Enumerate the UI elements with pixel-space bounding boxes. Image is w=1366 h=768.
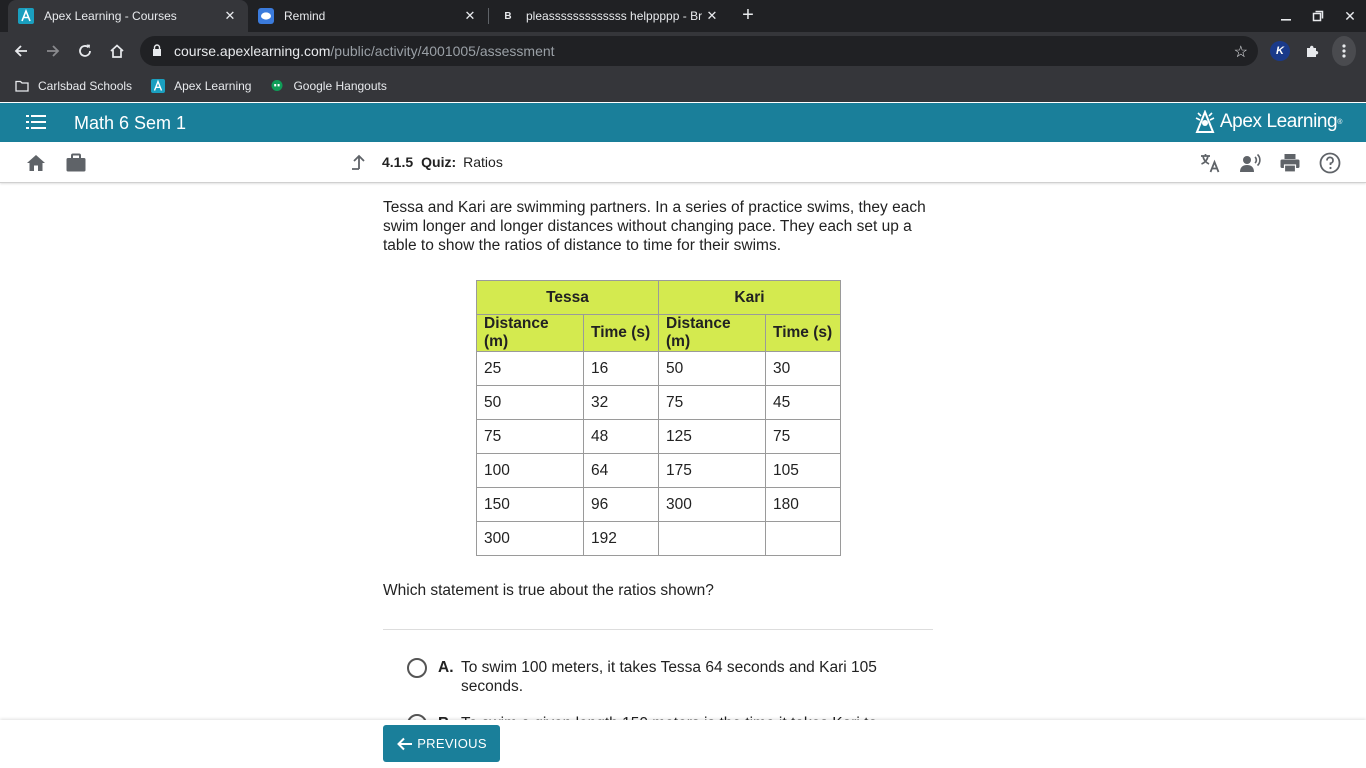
- table-cell: 300: [477, 522, 584, 556]
- table-cell: 64: [584, 454, 659, 488]
- bookmark-label: Carlsbad Schools: [38, 79, 133, 93]
- table-cell: 96: [584, 488, 659, 522]
- tab-title: Remind: [284, 9, 326, 23]
- restore-icon[interactable]: [1302, 0, 1334, 32]
- up-level-arrow-icon[interactable]: [350, 153, 368, 171]
- translate-icon[interactable]: [1199, 152, 1221, 174]
- activity-kind: Quiz:: [421, 154, 457, 170]
- extension-k-icon[interactable]: K: [1270, 41, 1290, 61]
- apex-learning-logo: [1194, 110, 1342, 134]
- column-header: Distance (m): [477, 315, 584, 352]
- minimize-icon[interactable]: [1270, 0, 1302, 32]
- menu-list-icon[interactable]: [26, 114, 46, 130]
- apex-logo-mark-icon: [1194, 110, 1216, 134]
- column-header: Time (s): [766, 315, 841, 352]
- activity-number: 4.1.5: [382, 154, 414, 170]
- help-icon[interactable]: [1319, 152, 1341, 174]
- table-cell: [659, 522, 766, 556]
- column-header: Distance (m): [659, 315, 766, 352]
- table-cell: 75: [766, 420, 841, 454]
- forward-arrow-icon[interactable]: [38, 36, 68, 66]
- remind-favicon-icon: [258, 8, 274, 24]
- table-column-header-row: [477, 315, 841, 352]
- table-row: [477, 352, 841, 386]
- breadcrumb: [350, 153, 503, 171]
- quiz-footer: [0, 720, 1366, 768]
- close-window-icon[interactable]: ✕: [1344, 7, 1356, 24]
- table-group-header-row: [477, 281, 841, 315]
- arrow-left-icon: [396, 736, 414, 752]
- table-cell: 50: [477, 386, 584, 420]
- table-cell: 16: [584, 352, 659, 386]
- table-row: [477, 488, 841, 522]
- tab-title: Apex Learning - Courses: [44, 9, 177, 23]
- apex-brand-text: Apex Learning: [1219, 111, 1338, 132]
- brand-registered-mark: ®: [1337, 118, 1342, 126]
- answer-choice-a[interactable]: [407, 658, 927, 696]
- table-cell: 150: [477, 488, 584, 522]
- table-cell: 180: [766, 488, 841, 522]
- new-tab-icon[interactable]: +: [742, 4, 754, 26]
- ratio-table: [476, 280, 841, 556]
- tab-separator: [488, 8, 489, 24]
- briefcase-icon[interactable]: [65, 152, 87, 174]
- address-bar[interactable]: [140, 36, 1258, 66]
- table-cell: 25: [477, 352, 584, 386]
- table-cell: [766, 522, 841, 556]
- table-cell: 32: [584, 386, 659, 420]
- bookmarks-bar: [0, 70, 1366, 102]
- question-area: [383, 198, 935, 695]
- back-arrow-icon[interactable]: [6, 36, 36, 66]
- table-cell: 300: [659, 488, 766, 522]
- table-cell: 45: [766, 386, 841, 420]
- extensions-puzzle-icon[interactable]: [1302, 41, 1322, 61]
- brainly-favicon-icon: B: [504, 10, 512, 22]
- previous-label: PREVIOUS: [417, 736, 487, 751]
- divider: [383, 629, 933, 630]
- tab-remind[interactable]: [248, 0, 488, 32]
- home-icon[interactable]: [25, 152, 47, 174]
- table-cell: 75: [477, 420, 584, 454]
- tab-apex-courses[interactable]: [8, 0, 248, 32]
- question-prompt: Which statement is true about the ratios shown?: [383, 582, 714, 599]
- activity-title: Ratios: [463, 154, 503, 170]
- column-header: Time (s): [584, 315, 659, 352]
- table-row: [477, 420, 841, 454]
- bookmark-google-hangouts[interactable]: [269, 79, 386, 93]
- radio-button[interactable]: [407, 658, 427, 678]
- lock-icon: [152, 44, 166, 59]
- url-host: course.apexlearning.com: [174, 43, 331, 59]
- choice-letter: A.: [438, 659, 454, 676]
- bookmark-label: Google Hangouts: [293, 79, 387, 93]
- reload-icon[interactable]: [70, 36, 100, 66]
- table-row: [477, 386, 841, 420]
- table-cell: 100: [477, 454, 584, 488]
- table-row: [477, 522, 841, 556]
- apex-favicon-icon: [150, 79, 166, 93]
- table-cell: 75: [659, 386, 766, 420]
- activity-toolbar: [0, 142, 1366, 183]
- close-tab-icon[interactable]: ✕: [464, 8, 476, 23]
- table-cell: 48: [584, 420, 659, 454]
- group-header-kari: Kari: [659, 281, 841, 315]
- browser-toolbar: [0, 32, 1366, 70]
- bookmark-apex-learning[interactable]: [150, 79, 251, 93]
- apex-favicon-icon: [18, 8, 34, 24]
- browser-menu-icon[interactable]: [1332, 36, 1356, 66]
- question-text: Tessa and Kari are swimming partners. In a series of practice swims, they each swim longer and longer distances without changing pace. They each set up a table to show the ratios of distance to time for their swims.: [383, 199, 926, 254]
- table-cell: 105: [766, 454, 841, 488]
- folder-icon: [14, 79, 30, 93]
- table-cell: 175: [659, 454, 766, 488]
- hangouts-icon: [269, 79, 285, 93]
- bookmark-star-icon[interactable]: ☆: [1233, 44, 1248, 61]
- tab-title: pleasssssssssssss helppppp - Br: [526, 9, 703, 23]
- tab-brainly[interactable]: [490, 0, 730, 32]
- table-cell: 30: [766, 352, 841, 386]
- bookmark-carlsbad-schools[interactable]: [14, 79, 132, 93]
- choice-text: To swim 100 meters, it takes Tessa 64 seconds and Kari 105 seconds.: [461, 659, 877, 695]
- table-cell: 125: [659, 420, 766, 454]
- print-icon[interactable]: [1279, 152, 1301, 174]
- text-to-speech-icon[interactable]: [1239, 152, 1261, 174]
- close-tab-icon[interactable]: ✕: [706, 8, 718, 23]
- table-cell: 192: [584, 522, 659, 556]
- home-icon[interactable]: [102, 36, 132, 66]
- table-cell: 50: [659, 352, 766, 386]
- browser-tab-strip: [0, 0, 1366, 32]
- group-header-tessa: Tessa: [477, 281, 659, 315]
- previous-button[interactable]: [383, 725, 500, 762]
- bookmark-label: Apex Learning: [174, 79, 252, 93]
- url-path: /public/activity/4001005/assessment: [330, 43, 555, 59]
- course-title: Math 6 Sem 1: [74, 113, 187, 133]
- course-header: [0, 103, 1366, 142]
- table-row: [477, 454, 841, 488]
- close-tab-icon[interactable]: ✕: [224, 8, 236, 23]
